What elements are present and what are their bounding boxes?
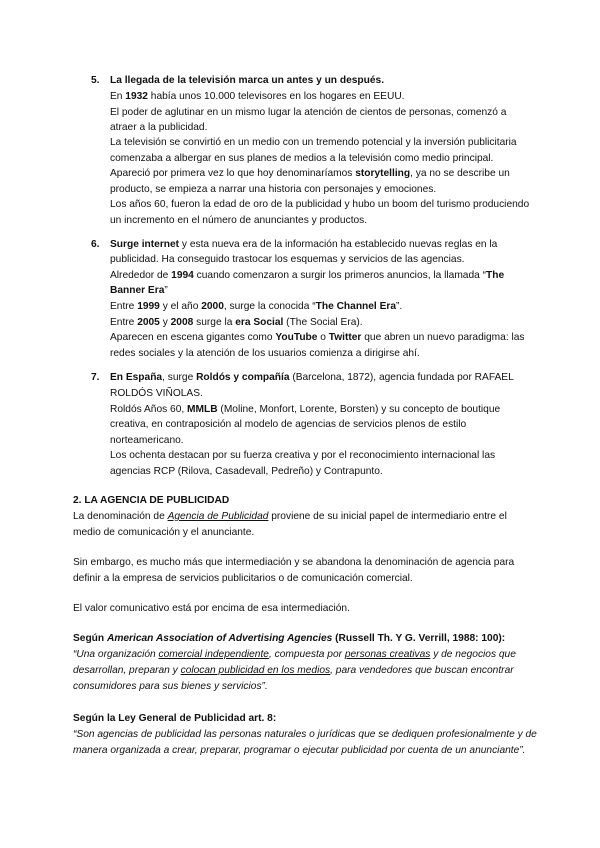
list-item-line: Banner Era” (110, 285, 168, 296)
list-item-line: Roldós Años 60, MMLB (Moline, Monfort, Lorente, Borsten) y su concepto de boutique (110, 404, 501, 415)
list-item-line: redes sociales y la atención de los usuarios comienza a dirigirse ahí. (110, 348, 420, 359)
list-item-line: Los ochenta destacan por su fuerza creativa y por el reconocimiento internacional las (110, 450, 496, 461)
list-item-line: Alrededor de 1994 cuando comenzaron a surgir los primeros anuncios, la llamada “The (110, 270, 505, 281)
list-item-line: norteamericano. (110, 435, 184, 446)
list-item-line: Entre 2005 y 2008 surge la era Social (The Social Era). (110, 317, 363, 328)
paragraph-line: La denominación de Agencia de Publicidad proviene de su inicial papel de intermediario entre el (73, 511, 507, 522)
list-item-line: Surge internet y esta nueva era de la información ha establecido nuevas reglas en la (110, 239, 498, 250)
list-item-line: producto, se empieza a narrar una historia con personajes y emociones. (110, 184, 437, 195)
list-item-line: Aparecen en escena gigantes como YouTube o Twitter que abren un nuevo paradigma: las (110, 332, 525, 343)
list-item-line: En España, surge Roldós y compañía (Barcelona, 1872), agencia fundada por RAFAEL (110, 372, 514, 383)
quote-line: “Son agencias de publicidad las personas naturales o jurídicas que se dediquen profesionalmente y de (73, 729, 537, 740)
list-item-line: Entre 1999 y el año 2000, surge la conocida “The Channel Era”. (110, 301, 403, 312)
paragraph-line: El valor comunicativo está por encima de esa intermediación. (73, 603, 350, 614)
quote-line: manera organizada a crear, preparar, programar o ejecutar publicidad por cuenta de un anunciante”. (73, 745, 526, 756)
list-item-line: En 1932 había unos 10.000 televisores en los hogares en EEUU. (110, 91, 405, 102)
list-item-line: El poder de aglutinar en un mismo lugar la atención de cientos de personas, comenzó a (110, 107, 507, 118)
list-number: 5. (91, 75, 100, 86)
list-item-line: atraer a la publicidad. (110, 122, 208, 133)
quote-line: desarrollan, preparan y colocan publicidad en los medios, para vendedores que buscan encontrar (73, 665, 514, 676)
list-item-line: agencias RCP (Rilova, Casadevall, Pedreño) y Contrapunto. (110, 466, 383, 477)
list-item-line: creativa, en contraposición al modelo de agencias de servicios plenos de estilo (110, 419, 467, 430)
quote-line: “Una organización comercial independiente, compuesta por personas creativas y de negocios que (73, 649, 516, 660)
paragraph-line: Sin embargo, es mucho más que intermediación y se abandona la denominación de agencia para (73, 557, 515, 568)
paragraph-line: definir a la empresa de servicios publicitarios o de comunicación comercial. (73, 573, 413, 584)
list-item-line: un incremento en el número de anunciantes y productos. (110, 215, 368, 226)
quote-line: consumidores para sus bienes y servicios”. (73, 681, 268, 692)
list-number: 6. (91, 239, 100, 250)
definition-heading: Según la Ley General de Publicidad art. 8: (73, 713, 277, 724)
paragraph-line: medio de comunicación y el anunciante. (73, 527, 255, 538)
list-item-line: publicidad. Ha conseguido trastocar los esquemas y servicios de las agencias. (110, 254, 465, 265)
list-item-heading: La llegada de la televisión marca un antes y un después. (110, 75, 385, 86)
list-item-line: ROLDÓS VIÑOLAS. (110, 388, 203, 399)
definition-heading: Según American Association of Advertising Agencies (Russell Th. Y G. Verrill, 1988: 100): (73, 633, 506, 644)
list-number: 7. (91, 372, 100, 383)
list-item-line: La televisión se convirtió en un medio con un tremendo potencial y la inversión publicitaria (110, 137, 517, 148)
section-heading: 2. LA AGENCIA DE PUBLICIDAD (73, 495, 230, 506)
list-item-line: Apareció por primera vez lo que hoy denominaríamos storytelling, ya no se describe un (110, 168, 510, 179)
list-item-line: comenzaba a albergar en sus planes de medios a la televisión como medio principal. (110, 153, 494, 164)
list-item-line: Los años 60, fueron la edad de oro de la publicidad y hubo un boom del turismo produciendo (110, 199, 530, 210)
